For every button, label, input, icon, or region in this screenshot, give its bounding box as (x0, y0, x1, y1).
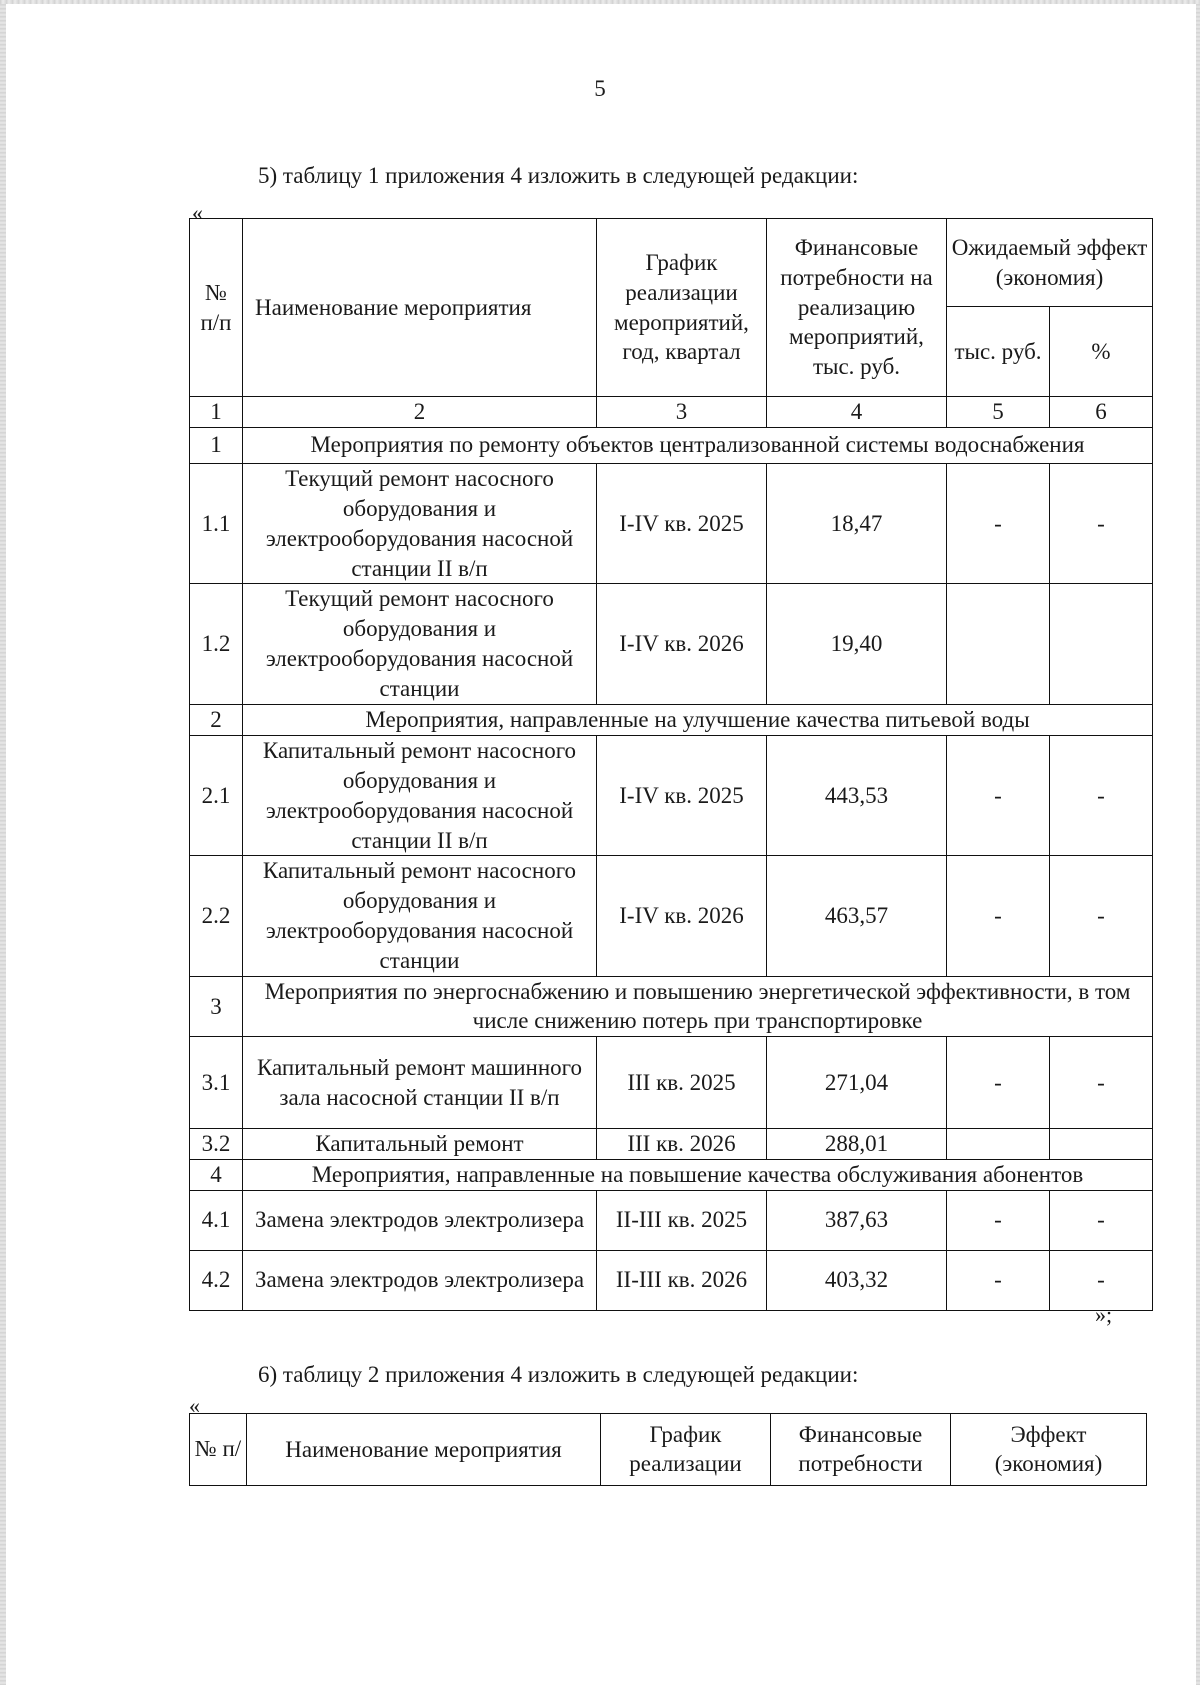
schedule-cell: II-III кв. 2026 (597, 1250, 767, 1310)
row-number: 2.2 (190, 856, 243, 977)
effect-pct-cell: - (1050, 1250, 1153, 1310)
finance-cell: 18,47 (767, 463, 947, 584)
section-number: 4 (190, 1159, 243, 1190)
section5-intro: 5) таблицу 1 приложения 4 изложить в следующей редакции: (258, 163, 859, 188)
column-number: 1 (190, 397, 243, 428)
finance-cell: 403,32 (767, 1250, 947, 1310)
row-number: 1.2 (190, 584, 243, 705)
header-schedule: График реализации мероприятий, год, квартал (597, 219, 767, 397)
section-row (190, 705, 1153, 736)
effect-pct-cell: - (1050, 463, 1153, 584)
effect-pct-cell (1050, 584, 1153, 705)
finance-cell: 443,53 (767, 735, 947, 856)
column-number: 4 (767, 397, 947, 428)
header-num: № п/ (190, 1414, 247, 1486)
row-number: 2.1 (190, 735, 243, 856)
column-number-row (190, 397, 1153, 428)
header-effect: Ожидаемый эффект (экономия) (947, 219, 1153, 307)
effect-rub-cell (947, 1129, 1050, 1160)
effect-pct-cell: - (1050, 1190, 1153, 1250)
measure-name: Капитальный ремонт (243, 1129, 597, 1160)
column-number: 5 (947, 397, 1050, 428)
schedule-cell: III кв. 2025 (597, 1037, 767, 1129)
finance-cell: 387,63 (767, 1190, 947, 1250)
table2-header-row (190, 1414, 1147, 1486)
measure-name: Капитальный ремонт насосного оборудования и электрооборудования насосной станции (243, 856, 597, 977)
scan-edge-right (1196, 0, 1200, 1685)
schedule-cell: I-IV кв. 2026 (597, 584, 767, 705)
header-effect-pct: % (1050, 307, 1153, 397)
schedule-cell: II-III кв. 2025 (597, 1190, 767, 1250)
effect-pct-cell: - (1050, 735, 1153, 856)
table-row (190, 856, 1153, 977)
measure-name: Капитальный ремонт машинного зала насосной станции II в/п (243, 1037, 597, 1129)
row-number: 3.1 (190, 1037, 243, 1129)
section-title: Мероприятия, направленные на улучшение качества питьевой воды (243, 705, 1153, 736)
measure-name: Текущий ремонт насосного оборудования и электрооборудования насосной станции II в/п (243, 463, 597, 584)
measures-table-1 (189, 218, 1153, 1311)
section5-close-quote: »; (1095, 1302, 1113, 1327)
schedule-cell: I-IV кв. 2025 (597, 735, 767, 856)
header-name: Наименование мероприятия (243, 219, 597, 397)
finance-cell: 463,57 (767, 856, 947, 977)
column-number: 2 (243, 397, 597, 428)
effect-rub-cell: - (947, 1250, 1050, 1310)
table-row (190, 1190, 1153, 1250)
effect-rub-cell: - (947, 735, 1050, 856)
header-finance: Финансовые потребности (771, 1414, 951, 1486)
effect-rub-cell: - (947, 463, 1050, 584)
schedule-cell: I-IV кв. 2026 (597, 856, 767, 977)
section5-open-quote: « (192, 200, 203, 225)
effect-pct-cell: - (1050, 1037, 1153, 1129)
table-row (190, 1129, 1153, 1160)
table-row (190, 1250, 1153, 1310)
table1-header-row (190, 219, 1153, 307)
effect-rub-cell: - (947, 856, 1050, 977)
section-title: Мероприятия по ремонту объектов централизованной системы водоснабжения (243, 427, 1153, 463)
schedule-cell: III кв. 2026 (597, 1129, 767, 1160)
measures-table-2 (189, 1413, 1147, 1486)
finance-cell: 288,01 (767, 1129, 947, 1160)
effect-rub-cell (947, 584, 1050, 705)
table-row (190, 1037, 1153, 1129)
effect-pct-cell (1050, 1129, 1153, 1160)
section-row (190, 427, 1153, 463)
scan-edge-top (0, 0, 1200, 4)
section-number: 3 (190, 977, 243, 1037)
column-number: 6 (1050, 397, 1153, 428)
section-row (190, 1159, 1153, 1190)
measure-name: Текущий ремонт насосного оборудования и электрооборудования насосной станции (243, 584, 597, 705)
section-title: Мероприятия, направленные на повышение качества обслуживания абонентов (243, 1159, 1153, 1190)
row-number: 3.2 (190, 1129, 243, 1160)
section6-intro: 6) таблицу 2 приложения 4 изложить в следующей редакции: (258, 1362, 859, 1387)
header-finance: Финансовые потребности на реализацию мероприятий, тыс. руб. (767, 219, 947, 397)
measure-name: Замена электродов электролизера (243, 1190, 597, 1250)
section-title: Мероприятия по энергоснабжению и повышению энергетической эффективности, в том числе снижению потерь при транспортировке (243, 977, 1153, 1037)
section-number: 2 (190, 705, 243, 736)
measure-name: Капитальный ремонт насосного оборудования и электрооборудования насосной станции II в/п (243, 735, 597, 856)
schedule-cell: I-IV кв. 2025 (597, 463, 767, 584)
measure-name: Замена электродов электролизера (243, 1250, 597, 1310)
effect-rub-cell: - (947, 1190, 1050, 1250)
header-name: Наименование мероприятия (247, 1414, 601, 1486)
scan-edge-left (0, 0, 6, 1685)
finance-cell: 19,40 (767, 584, 947, 705)
table-row (190, 463, 1153, 584)
section6-open-quote: « (189, 1393, 200, 1418)
effect-pct-cell: - (1050, 856, 1153, 977)
table-row (190, 735, 1153, 856)
column-number: 3 (597, 397, 767, 428)
header-schedule: График реализации (601, 1414, 771, 1486)
section-row (190, 977, 1153, 1037)
header-effect-rub: тыс. руб. (947, 307, 1050, 397)
row-number: 1.1 (190, 463, 243, 584)
row-number: 4.2 (190, 1250, 243, 1310)
header-num: № п/п (190, 219, 243, 397)
header-effect: Эффект (экономия) (951, 1414, 1147, 1486)
effect-rub-cell: - (947, 1037, 1050, 1129)
section-number: 1 (190, 427, 243, 463)
finance-cell: 271,04 (767, 1037, 947, 1129)
row-number: 4.1 (190, 1190, 243, 1250)
table-row (190, 584, 1153, 705)
page-number: 5 (594, 76, 606, 101)
